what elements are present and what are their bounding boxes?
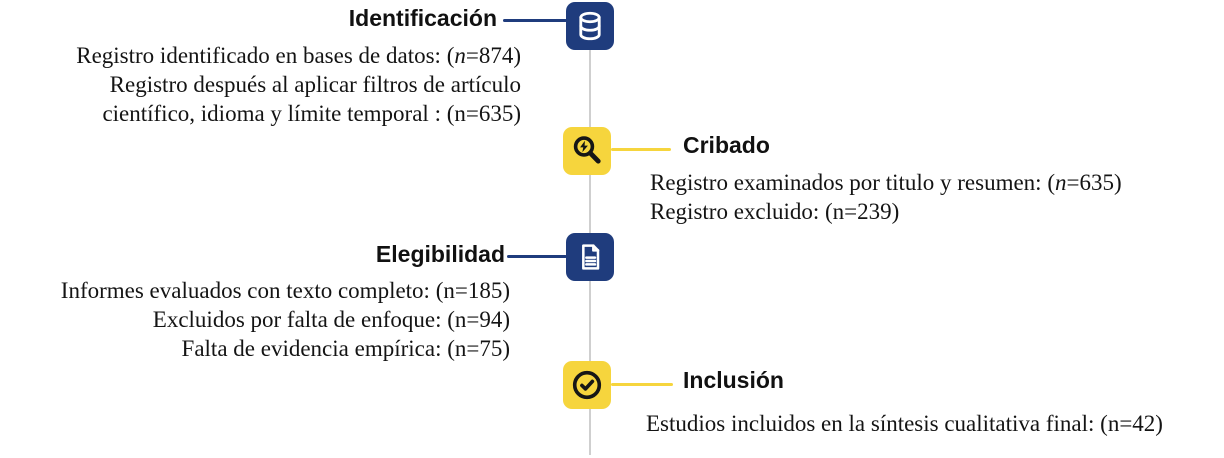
result-text: Registro examinados por titulo y resumen: (	[650, 170, 1055, 195]
connector-cribado	[611, 148, 671, 151]
n-variable: n	[454, 43, 466, 68]
elegibilidad-icon-box	[566, 233, 614, 281]
elegibilidad-results	[61, 276, 510, 363]
result-line: Estudios incluidos en la síntesis cualitativa final: (n=42)	[646, 411, 1163, 436]
inclusion-icon-box	[563, 361, 611, 409]
result-line: Registro después al aplicar filtros de artículo	[109, 72, 521, 97]
result-line: Registro excluido: (n=239)	[650, 199, 900, 224]
connector-identificacion	[503, 19, 567, 22]
result-line	[76, 41, 521, 70]
result-line	[650, 168, 1122, 197]
result-line: Falta de evidencia empírica: (n=75)	[181, 336, 510, 361]
stage-label-elegibilidad: Elegibilidad	[375, 241, 505, 267]
check-circle-icon	[569, 367, 605, 403]
stage-label-identificacion: Identificación	[348, 5, 497, 31]
result-line: científico, idioma y límite temporal : (n=635)	[102, 101, 521, 126]
cribado-results	[650, 168, 1122, 226]
document-icon	[574, 241, 606, 273]
cribado-icon-box	[563, 127, 611, 175]
search-flash-icon	[569, 133, 605, 169]
n-variable: n	[1054, 170, 1067, 195]
identificacion-icon-box	[566, 2, 614, 50]
stage-label-inclusion: Inclusión	[683, 367, 784, 393]
result-text: =874)	[465, 43, 521, 68]
identificacion-results	[76, 41, 521, 128]
result-line: Informes evaluados con texto completo: (n=185)	[60, 278, 510, 303]
result-line: Excluidos por falta de enfoque: (n=94)	[152, 307, 510, 332]
result-text: Registro identificado en bases de datos: (	[76, 43, 455, 68]
stage-label-cribado: Cribado	[683, 132, 770, 158]
connector-elegibilidad	[507, 255, 567, 258]
inclusion-results	[646, 409, 1163, 438]
database-icon	[573, 9, 607, 43]
result-text: =635)	[1066, 170, 1122, 195]
connector-inclusion	[611, 383, 673, 386]
